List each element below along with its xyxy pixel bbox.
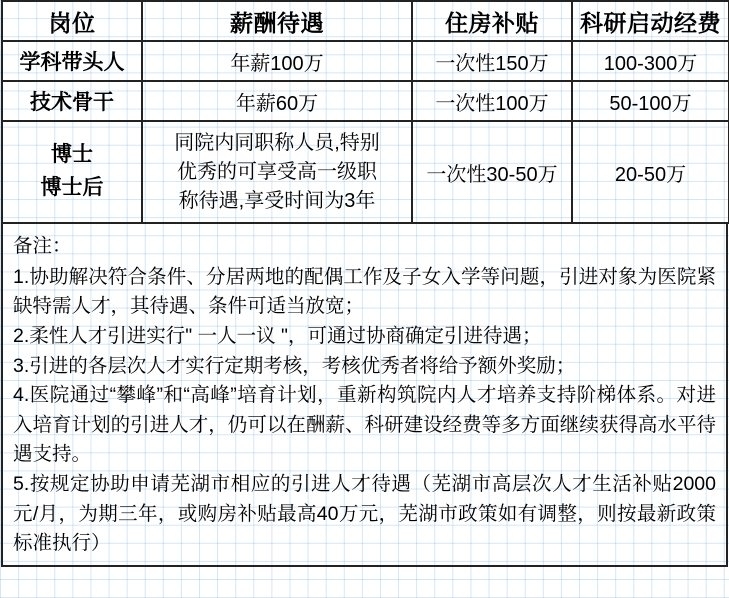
note-item-2: 2.柔性人才引进实行" 一人一议 "，可通过协商确定引进待遇； (13, 324, 542, 347)
table-header-row (2, 1, 729, 41)
note-item-1: 1.协助解决符合条件、分居两地的配偶工作及子女入学等问题，引进对象为医院紧缺特需人才，其待遇、条件可适当放宽； (13, 265, 716, 318)
cell-research-fund: 50-100万 (572, 81, 729, 121)
cell-research-fund: 20-50万 (572, 121, 729, 223)
header-research-fund: 科研启动经费 (572, 1, 729, 41)
cell-salary: 年薪100万 (142, 41, 412, 81)
note-item-5: 5.按规定协助申请芜湖市相应的引进人才待遇（芜湖市高层次人才生活补贴2000元/月，为期三年，或购房补贴最高40万元，芜湖市政策如有调整，则按最新政策标准执行） (13, 473, 716, 555)
cell-position: 学科带头人 (2, 41, 142, 81)
notes-section (1, 224, 728, 567)
header-position: 岗位 (2, 1, 142, 41)
header-housing-subsidy: 住房补贴 (412, 1, 572, 41)
cell-salary-line1: 同院内同职称人员,特别 (174, 131, 380, 154)
notes-title: 备注： (13, 235, 72, 257)
table-row (2, 41, 729, 81)
cell-housing: 一次性150万 (412, 41, 572, 81)
note-item-4: 4.医院通过“攀峰”和“高峰”培育计划，重新构筑院内人才培养支持阶梯体系。对进入培育计划的引进人才，仍可以在酬薪、科研建设经费等多方面继续获得高水平待遇支持。 (13, 384, 716, 466)
cell-position: 技术骨干 (2, 81, 142, 121)
cell-salary-line2: 优秀的可享受高一级职 (177, 160, 377, 183)
table-row (2, 121, 729, 223)
cell-salary: 年薪60万 (142, 81, 412, 121)
cell-position-line2: 博士后 (40, 176, 104, 199)
cell-housing: 一次性30-50万 (412, 121, 572, 223)
cell-salary-line3: 称待遇,享受时间为3年 (178, 189, 376, 212)
note-item-3: 3.引进的各层次人才实行定期考核，考核优秀者将给予额外奖励； (13, 354, 576, 377)
cell-position (2, 121, 142, 223)
cell-housing: 一次性100万 (412, 81, 572, 121)
cell-salary (142, 121, 412, 223)
cell-position-line1: 博士 (51, 143, 93, 167)
cell-research-fund: 100-300万 (572, 41, 729, 81)
header-salary: 薪酬待遇 (142, 1, 412, 41)
talent-benefits-table (1, 0, 729, 224)
table-row (2, 81, 729, 121)
